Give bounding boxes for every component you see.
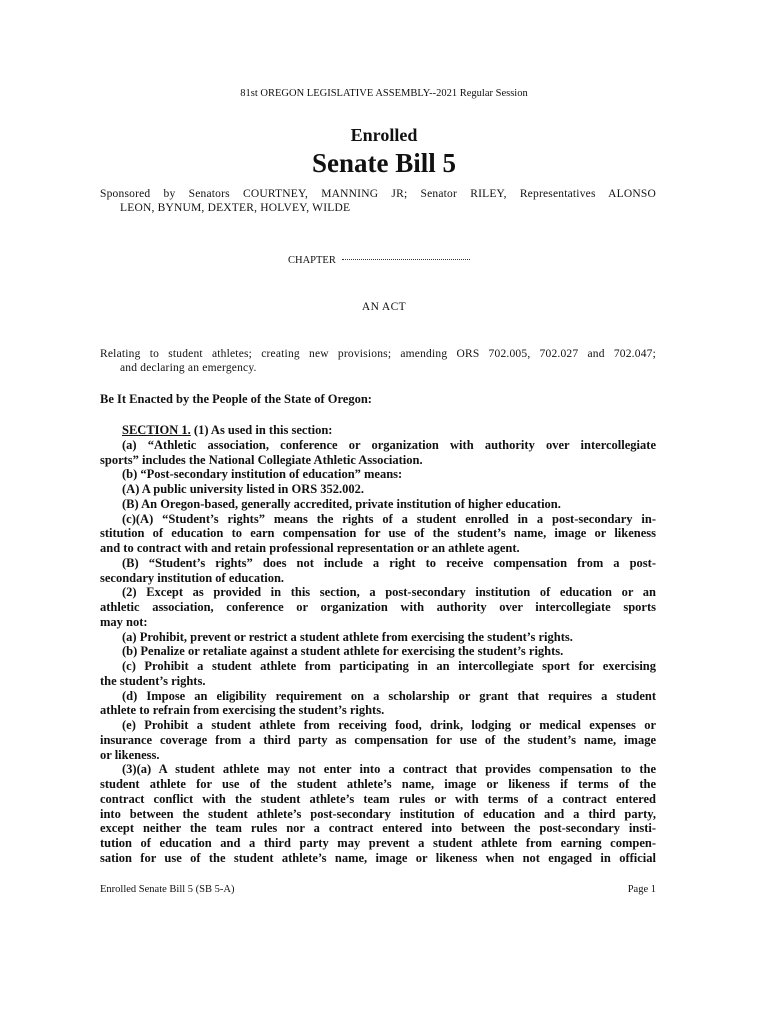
footer-page-number: Page 1 [627,884,656,895]
body-line: (a) “Athletic association, conference or organization with authority over intercollegiate [122,437,656,452]
bill-body [100,423,656,866]
session-header: 81st OREGON LEGISLATIVE ASSEMBLY--2021 Regular Session [240,88,528,99]
body-line: (e) Prohibit a student athlete from receiving food, drink, lodging or medical expenses or [122,718,656,732]
act-label: AN ACT [361,301,407,313]
sponsors-block [100,187,656,215]
body-line: and to contract with and retain professional representation or an athlete agent. [100,541,520,555]
body-line: the student’s rights. [100,673,206,688]
body-line: SECTION 1. (1) As used in this section: [122,423,333,437]
chapter-label: CHAPTER [288,255,336,266]
relating-clause [100,347,656,375]
body-line: (B) An Oregon-based, generally accredited, private institution of higher education. [122,496,561,511]
section-heading: SECTION 1. [122,423,191,437]
body-line: (d) Impose an eligibility requirement on a scholarship or grant that requires a student [122,688,656,703]
footer-bill-reference: Enrolled Senate Bill 5 (SB 5-A) [100,884,235,895]
body-line: sation for use of the student athlete’s name, image or likeness when not engaged in official [100,850,656,865]
enrolled-status: Enrolled [350,125,418,145]
body-line: contract conflict with the student athlete’s team rules or with terms of a contract entered [100,791,656,806]
body-line: tution of education and a third party may prevent a student athlete from earning compen- [100,836,656,850]
bill-title: Senate Bill 5 [311,148,456,178]
chapter-line [288,255,470,266]
body-line: (3)(a) A student athlete may not enter into a contract that provides compensation to the [122,762,656,777]
body-line: insurance coverage from a third party as compensation for use of the student’s name, image [100,732,656,747]
body-line: into between the student athlete’s post-secondary institution of education and a third party, [100,806,656,821]
enacting-clause: Be It Enacted by the People of the State of Oregon: [100,392,372,406]
body-line: (B) “Student’s rights” does not include a right to receive compensation from a post- [122,555,656,570]
body-line: stitution of education to earn compensation for use of the student’s name, image or likeness [100,526,656,541]
body-line: (2) Except as provided in this section, a post-secondary institution of education or an [122,585,656,600]
sponsors-line: Sponsored by Senators COURTNEY, MANNING JR; Senator RILEY, Representatives ALONSO [100,188,656,200]
body-line: (b) “Post-secondary institution of education” means: [122,467,403,482]
body-line: (c)(A) “Student’s rights” means the rights of a student enrolled in a post-secondary in- [122,511,656,526]
sponsors-line: LEON, BYNUM, DEXTER, HOLVEY, WILDE [120,202,351,214]
relating-line: and declaring an emergency. [120,362,257,374]
body-line: or likeness. [100,747,160,762]
body-line: athletic association, conference or organization with authority over intercollegiate sports [100,600,656,614]
body-line: student athlete for use of the student athlete’s name, image or likeness if terms of the [100,777,656,791]
body-line: sports” includes the National Collegiate Athletic Association. [100,452,423,467]
body-line: (b) Penalize or retaliate against a student athlete for exercising the student’s rights. [122,644,564,659]
body-line: athlete to refrain from exercising the student’s rights. [100,703,385,718]
chapter-blank [342,259,470,260]
body-line: except neither the team rules nor a contract entered into between the post-secondary insti- [100,821,656,836]
body-line: (a) Prohibit, prevent or restrict a student athlete from exercising the student’s rights. [122,629,573,644]
body-line: may not: [100,614,148,629]
body-line: (c) Prohibit a student athlete from participating in an intercollegiate sport for exercising [122,659,656,673]
relating-line: Relating to student athletes; creating new provisions; amending ORS 702.005, 702.027 and 702.047; [100,348,656,360]
body-line: secondary institution of education. [100,570,285,585]
body-line: (A) A public university listed in ORS 352.002. [122,482,365,496]
